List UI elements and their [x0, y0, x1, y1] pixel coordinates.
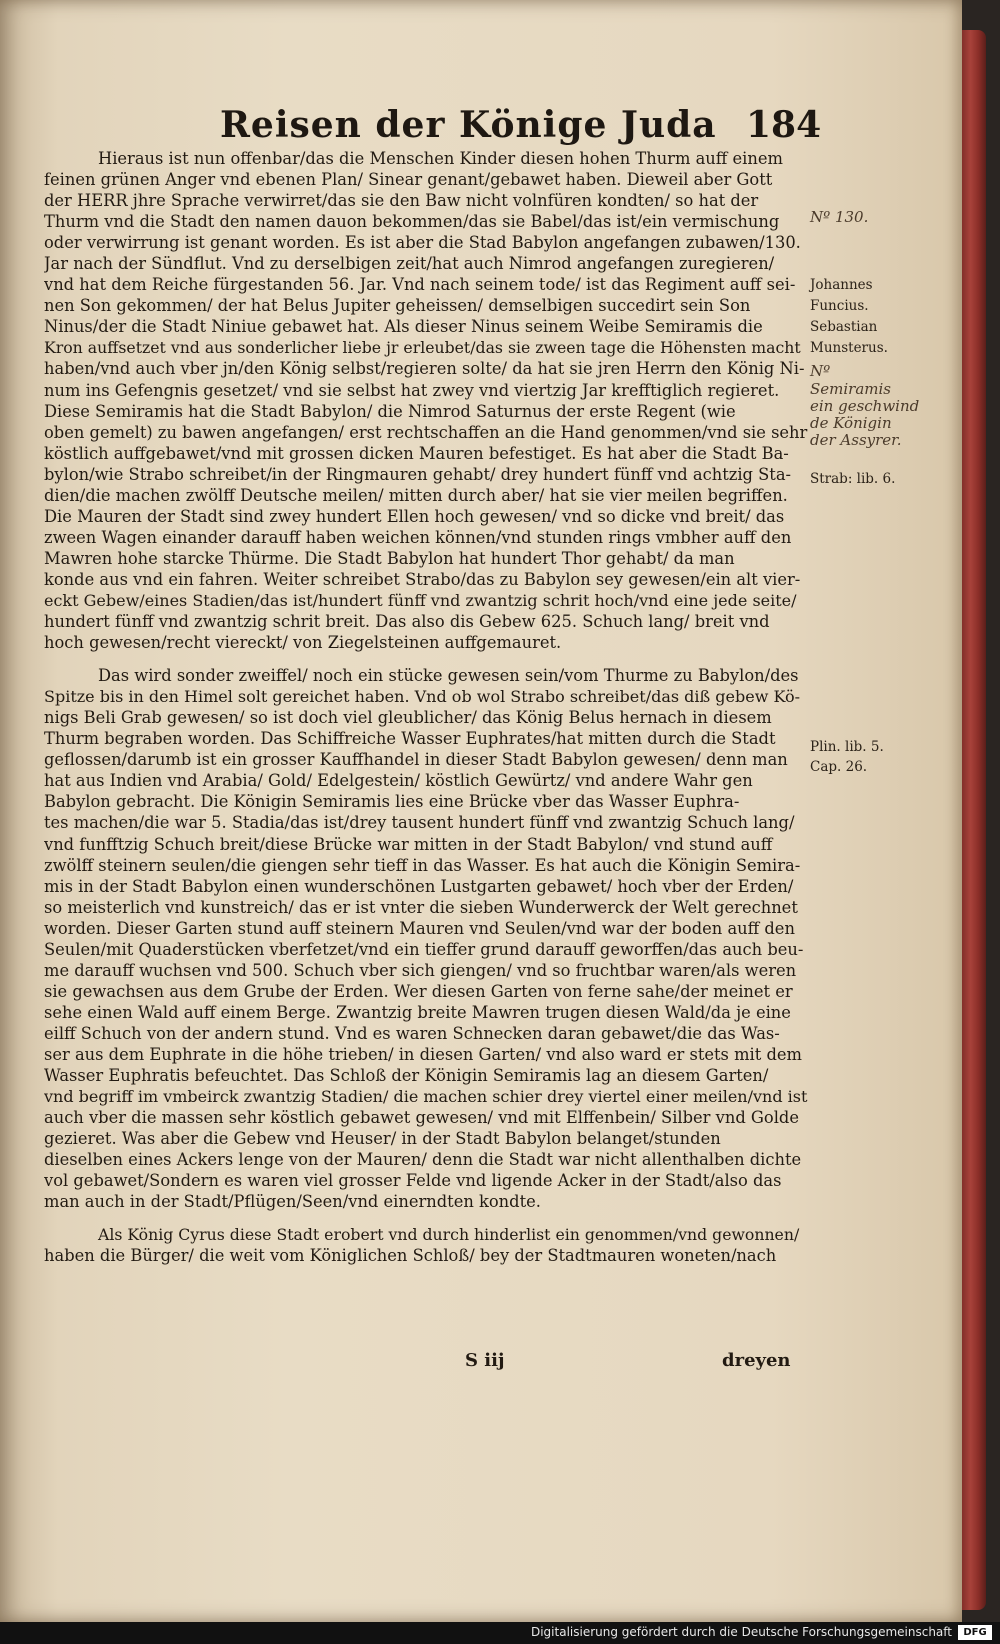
text-line: Spitze bis in den Himel solt gereichet haben. Vnd ob wol Strabo schreibet/das diß gebew Kö-: [44, 687, 801, 707]
paragraph-3: [44, 1224, 808, 1266]
paragraph-1: [44, 148, 808, 653]
text-line: nen Son gekommen/ der hat Belus Jupiter geheissen/ demselbigen succedirt sein Son: [44, 296, 751, 316]
dfg-logo: DFG: [958, 1625, 992, 1640]
attribution-bar: [0, 1622, 1000, 1644]
signature-mark: S iij: [465, 1350, 505, 1371]
text-line: haben/vnd auch vber jn/den König selbst/regieren solte/ da hat sie jren Herrn den König Ni-: [44, 359, 805, 379]
text-line: feinen grünen Anger vnd ebenen Plan/ Sinear genant/gebawet haben. Dieweil aber Gott: [44, 170, 773, 190]
text-line: me darauff wuchsen vnd 500. Schuch vber sich giengen/ vnd so fruchtbar waren/als weren: [44, 960, 797, 980]
text-line: vnd begriff im vmbeirck zwantzig Stadien/ die machen schier drey viertel einer meilen/vnd ist: [44, 1087, 808, 1107]
text-line: konde aus vnd ein fahren. Weiter schreibet Strabo/das zu Babylon sey gewesen/ein alt vier-: [44, 569, 801, 589]
text-line: Hieraus ist nun offenbar/das die Menschen Kinder diesen hohen Thurm auff einem: [98, 149, 783, 168]
margin-note-author: Sebastian: [810, 319, 878, 335]
margin-note-author: Funcius.: [810, 298, 869, 314]
text-line: auch vber die massen sehr köstlich gebawet gewesen/ vnd mit Elffenbein/ Silber vnd Golde: [44, 1108, 799, 1128]
margin-notes: [810, 0, 960, 1600]
margin-note-handwritten: Semiramis: [810, 380, 892, 398]
text-line: der HERR jhre Sprache verwirret/das sie den Baw nicht volnfüren kondten/ so hat der: [44, 191, 759, 211]
margin-note-author: Munsterus.: [810, 340, 888, 356]
text-line: geflossen/darumb ist ein grosser Kauffhandel in dieser Stadt Babylon gewesen/ denn man: [44, 750, 788, 770]
text-line: Seulen/mit Quaderstücken vberfetzet/vnd ein tieffer grund darauff geworffen/das auch beu-: [44, 939, 804, 959]
text-line: Jar nach der Sündflut. Vnd zu derselbigen zeit/hat auch Nimrod angefangen zuregieren/: [44, 254, 775, 274]
text-line: vnd funfftzig Schuch breit/diese Brücke war mitten in der Stadt Babylon/ vnd stund auff: [44, 834, 773, 854]
text-line: Wasser Euphratis befeuchtet. Das Schloß der Königin Semiramis lag an diesem Garten/: [44, 1066, 769, 1086]
text-line: eckt Gebew/eines Stadien/das ist/hundert fünff vnd zwantzig schrit hoch/vnd eine jede seite/: [44, 590, 797, 610]
text-line: bylon/wie Strabo schreibet/in der Ringmauren gehabt/ drey hundert fünff vnd achtzig Sta-: [44, 464, 792, 484]
text-line: hoch gewesen/recht viereckt/ von Ziegelsteinen auffgemauret.: [44, 633, 562, 653]
margin-note-number: Nº 130.: [810, 208, 869, 226]
text-line: man auch in der Stadt/Pflügen/Seen/vnd einerndten kondte.: [44, 1192, 541, 1212]
body-text: [44, 148, 808, 1266]
text-line: oder verwirrung ist genant worden. Es ist aber die Stad Babylon angefangen zubawen/130.: [44, 233, 801, 253]
text-line: eilff Schuch von der andern stund. Vnd es waren Schnecken daran gebawet/die das Was-: [44, 1023, 780, 1043]
text-line: sie gewachsen aus dem Grube der Erden. Wer diesen Garten von ferne sahe/der meinet er: [44, 981, 793, 1001]
text-line: Diese Semiramis hat die Stadt Babylon/ die Nimrod Saturnus der erste Regent (wie: [44, 401, 736, 421]
text-line: vol gebawet/Sondern es waren viel grosser Felde vnd ligende Acker in der Stadt/also das: [44, 1171, 782, 1191]
text-line: num ins Gefengnis gesetzet/ vnd sie selbst hat zwey vnd viertzig Jar krefftiglich regieret.: [44, 380, 780, 400]
margin-note-plinius: Cap. 26.: [810, 759, 868, 775]
text-line: hundert fünff vnd zwantzig schrit breit. Das also dis Gebew 625. Schuch lang/ breit vnd: [44, 612, 770, 632]
text-line: zwölff steinern seulen/die giengen sehr tieff in das Wasser. Es hat auch die Königin Semira-: [44, 855, 801, 875]
margin-note-author: Johannes: [810, 277, 873, 293]
text-line: vnd hat dem Reiche fürgestanden 56. Jar. Vnd nach seinem tode/ ist das Regiment auff sei-: [44, 275, 796, 295]
text-line: köstlich auffgebawet/vnd mit grossen dicken Mauren befestiget. Es hat aber die Stadt Ba-: [44, 443, 789, 463]
margin-note-handwritten: de Königin: [810, 414, 892, 432]
text-line: gezieret. Was aber die Gebew vnd Heuser/ in der Stadt Babylon belanget/stunden: [44, 1129, 721, 1149]
text-line: dieselben eines Ackers lenge von der Mauren/ denn die Stadt war nicht allenthalben dichte: [44, 1150, 802, 1170]
text-line: Thurm vnd die Stadt den namen dauon bekommen/das sie Babel/das ist/ein vermischung: [44, 212, 780, 232]
text-line: oben gemelt) zu bawen angefangen/ erst rechtschaffen an die Hand genommen/vnd sie sehr: [44, 422, 808, 442]
text-line: hat aus Indien vnd Arabia/ Gold/ Edelgestein/ köstlich Gewürtz/ vnd andere Wahr gen: [44, 771, 753, 791]
text-line: Ninus/der die Stadt Niniue gebawet hat. Als dieser Ninus seinem Weibe Semiramis die: [44, 317, 763, 337]
margin-note-handwritten: ein geschwind: [810, 397, 920, 415]
text-line: zween Wagen einander darauff haben weichen können/vnd stunden rings vmbher auff den: [44, 527, 792, 547]
text-line: mis in der Stadt Babylon einen wunderschönen Lustgarten gebawet/ hoch vber der Erden/: [44, 876, 794, 896]
text-line: Als König Cyrus diese Stadt erobert vnd durch hinderlist ein genommen/vnd gewonnen/: [98, 1225, 800, 1245]
text-line: Das wird sonder zweiffel/ noch ein stücke gewesen sein/vom Thurme zu Babylon/des: [98, 666, 799, 686]
text-line: sehe einen Wald auff einem Berge. Zwantzig breite Mawren trugen diesen Wald/da je eine: [44, 1002, 791, 1022]
catchword: dreyen: [722, 1350, 791, 1371]
text-line: Mawren hohe starcke Thürme. Die Stadt Babylon hat hundert Thor gehabt/ da man: [44, 548, 735, 568]
paragraph-2: [44, 665, 808, 1212]
margin-note-handwritten: Nº: [810, 362, 831, 380]
text-line: so meisterlich vnd kunstreich/ das er ist vnter die sieben Wunderwerck der Welt gerechnet: [44, 897, 798, 917]
margin-note-handwritten: der Assyrer.: [810, 431, 902, 449]
running-title: Reisen der Könige Juda: [220, 104, 717, 146]
text-line: nigs Beli Grab gewesen/ so ist doch viel gleublicher/ das König Belus hernach in diesem: [44, 708, 772, 728]
attribution-text: Digitalisierung gefördert durch die Deutsche Forschungsgemeinschaft: [530, 1625, 952, 1639]
margin-note-plinius: Plin. lib. 5.: [810, 739, 884, 755]
text-line: Babylon gebracht. Die Königin Semiramis lies eine Brücke vber das Wasser Euphra-: [44, 792, 740, 812]
page-number: 184: [746, 104, 822, 146]
margin-note-strabo: Strab: lib. 6.: [810, 471, 896, 487]
text-line: worden. Dieser Garten stund auff steinern Mauren vnd Seulen/vnd war der boden auff den: [44, 918, 795, 938]
text-line: Thurm begraben worden. Das Schiffreiche Wasser Euphrates/hat mitten durch die Stadt: [44, 729, 776, 749]
text-line: tes machen/die war 5. Stadia/das ist/drey tausent hundert fünff vnd zwantzig Schuch lang/: [44, 813, 795, 833]
text-line: ser aus dem Euphrate in die höhe trieben/ in diesen Garten/ vnd also ward er stets mit dem: [44, 1044, 802, 1064]
book-edge: [960, 30, 986, 1610]
text-line: dien/die machen zwölff Deutsche meilen/ mitten durch aber/ hat sie vier meilen begriffen.: [44, 485, 788, 505]
text-line: Kron auffsetzet vnd aus sonderlicher liebe jr erleubet/das sie zween tage die Höhensten macht: [44, 338, 801, 358]
text-line: haben die Bürger/ die weit vom Königlichen Schloß/ bey der Stadtmauren woneten/nach: [44, 1246, 777, 1266]
text-line: Die Mauren der Stadt sind zwey hundert Ellen hoch gewesen/ vnd so dicke vnd breit/ das: [44, 506, 785, 526]
